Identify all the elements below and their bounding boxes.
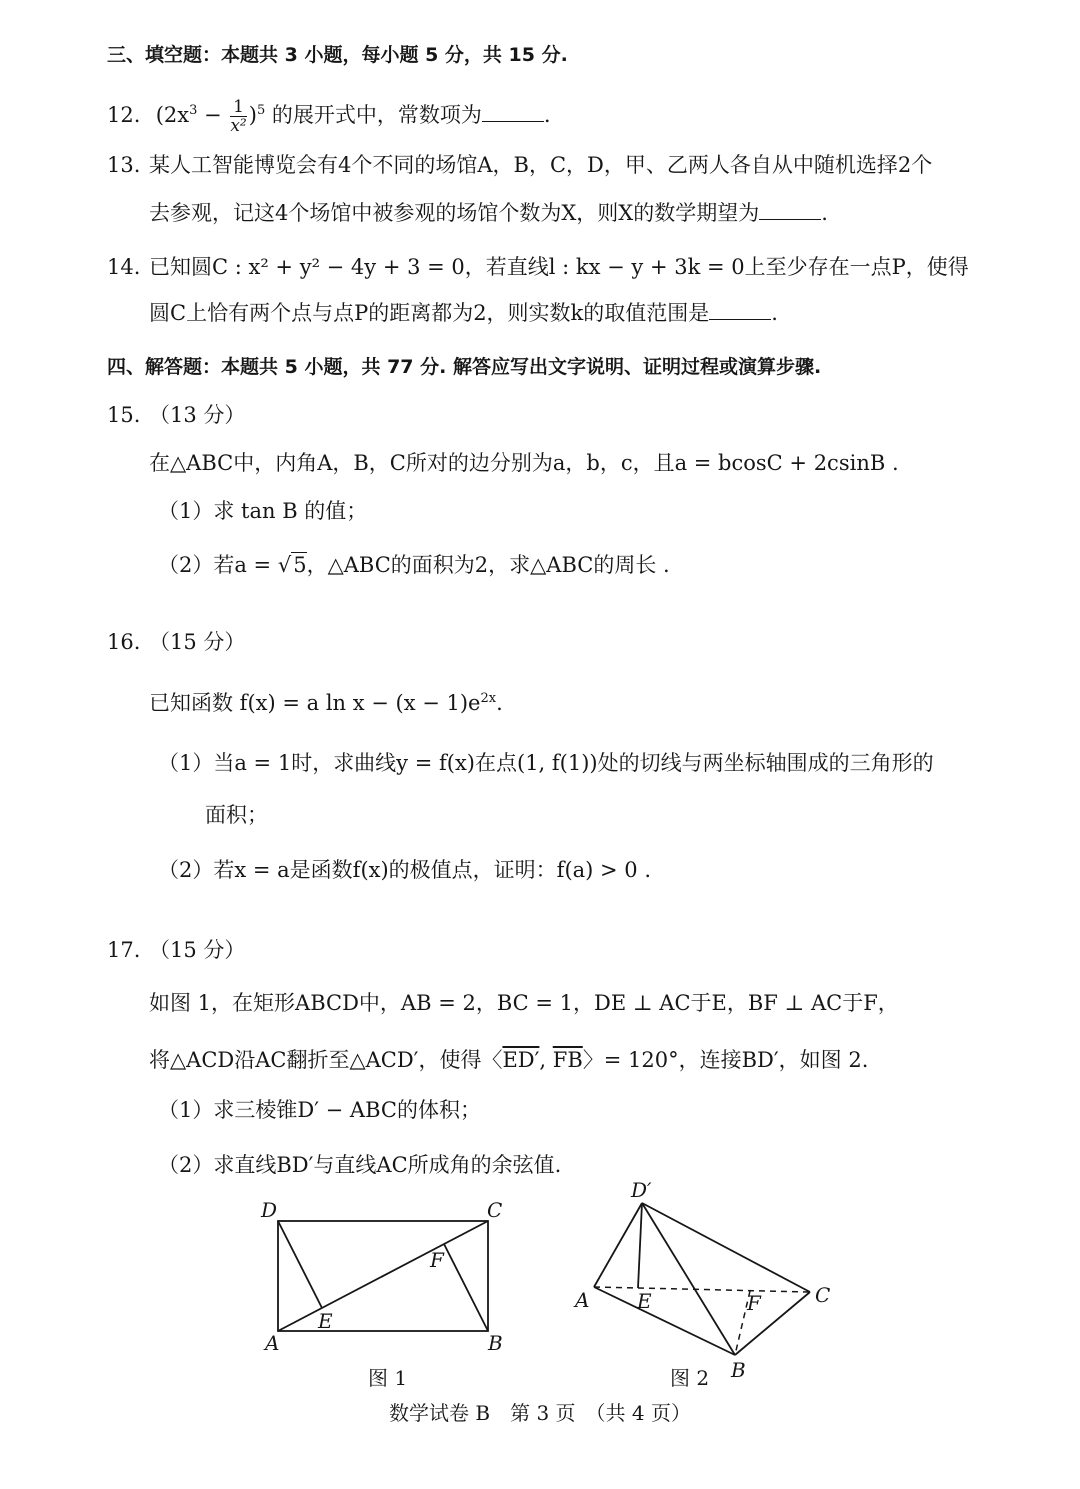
- q14-line-2-text: 圆C上恰有两个点与点P的距离都为2，则实数k的取值范围是: [149, 301, 710, 325]
- q16-part-1-line-1: （1）当a = 1时，求曲线y = f(x)在点(1, f(1))处的切线与两坐标轴围成的三角形的: [158, 751, 934, 775]
- fig1-label-a: A: [265, 1331, 280, 1355]
- q12-exp-5: 5: [256, 103, 266, 118]
- fig2-edge-ad: [594, 1203, 642, 1287]
- q12-minus: −: [197, 103, 229, 127]
- question-12-number: 12.: [107, 103, 141, 127]
- fig1-label-e: E: [318, 1309, 333, 1333]
- q17-part-2: （2）求直线BD′与直线AC所成角的余弦值.: [158, 1153, 562, 1177]
- q17-line-1: 如图 1，在矩形ABCD中，AB = 2，BC = 1，DE ⊥ AC于E，BF ⊥ AC于F，: [149, 991, 899, 1015]
- question-17-header: [107, 935, 245, 965]
- q17-part-1: （1）求三棱锥D′ − ABC的体积；: [158, 1098, 481, 1122]
- fig2-edge-dc: [642, 1203, 810, 1292]
- fig1-label-d: D: [261, 1198, 278, 1222]
- question-14-line-1: [107, 252, 969, 282]
- fig1-segment-bf: [444, 1244, 488, 1331]
- q15-part-1: （1）求 tan B 的值；: [158, 499, 368, 523]
- fig2-segment-de: [638, 1203, 642, 1288]
- fig1-diagonal-ac: [278, 1221, 488, 1331]
- q12-exp-3: 3: [189, 103, 198, 118]
- question-12: [107, 96, 551, 135]
- question-15-number: 15.: [107, 403, 141, 427]
- fig1-label-c: C: [487, 1198, 503, 1222]
- q12-frac-denominator: x²: [230, 116, 247, 136]
- fig2-label-a: A: [575, 1288, 590, 1312]
- q12-answer-blank[interactable]: [482, 103, 544, 122]
- q17-line-2: [149, 1045, 868, 1075]
- q15-part-2-b: ，△ABC的面积为2，求△ABC的周长 .: [306, 553, 670, 577]
- question-13-number: 13.: [107, 153, 141, 177]
- q17-score: （15 分）: [149, 938, 246, 962]
- fig1-label-b: B: [488, 1331, 503, 1355]
- q12-fraction: [230, 98, 246, 135]
- q17-line-2-a: 将△ACD沿AC翻折至△ACD′，使得〈: [149, 1048, 503, 1072]
- fig1-label-f: F: [430, 1248, 444, 1272]
- fig2-label-c: C: [815, 1283, 831, 1307]
- fig2-label-f: F: [747, 1291, 761, 1315]
- q15-part-2-a: （2）若a =: [158, 553, 278, 577]
- fig2-label-b: B: [731, 1358, 746, 1382]
- question-14-line-2: [149, 298, 778, 328]
- question-15-header: [107, 400, 245, 430]
- q14-answer-blank[interactable]: [709, 301, 771, 320]
- q12-text: 的展开式中，常数项为: [271, 103, 482, 127]
- q12-expr-open: (2x: [155, 103, 190, 127]
- figure-2-caption: 图 2: [670, 1366, 710, 1390]
- section-3-heading: 三、填空题：本题共 3 小题，每小题 5 分，共 15 分.: [107, 44, 568, 66]
- figure-2-tetrahedron: [565, 1175, 845, 1385]
- q17-vector-ed: ED′: [502, 1048, 540, 1072]
- section-4-heading: 四、解答题：本题共 5 小题，共 77 分. 解答应写出文字说明、证明过程或演算步骤.: [107, 356, 822, 378]
- q15-stem: 在△ABC中，内角A，B，C所对的边分别为a，b，c，且a = bcosC + 2csinB .: [149, 451, 899, 475]
- figure-1-caption: 图 1: [368, 1366, 408, 1390]
- question-16-number: 16.: [107, 630, 141, 654]
- q16-score: （15 分）: [149, 630, 246, 654]
- q17-vector-fb: $\overline{FB}$: [552, 1048, 583, 1072]
- question-13-line-2: [149, 198, 828, 228]
- q16-stem-exp: 2x: [480, 691, 497, 706]
- question-13-line-1: [107, 150, 932, 180]
- q13-end: .: [821, 201, 828, 225]
- fig2-edge-ac-dashed: [594, 1287, 810, 1292]
- q14-line-1-text: 已知圆C : x² + y² − 4y + 3 = 0，若直线l : kx − y + 3k = 0上至少存在一点P，使得: [149, 255, 969, 279]
- q13-line-2-text: 去参观，记这4个场馆中被参观的场馆个数为X，则X的数学期望为: [149, 201, 760, 225]
- q12-expr-close: ): [248, 103, 257, 127]
- question-14-number: 14.: [107, 255, 141, 279]
- question-17-number: 17.: [107, 938, 141, 962]
- page-footer: 数学试卷 B 第 3 页 （共 4 页）: [389, 1401, 691, 1425]
- q12-end: .: [543, 103, 551, 127]
- q15-score: （13 分）: [149, 403, 246, 427]
- q16-part-2: （2）若x = a是函数f(x)的极值点，证明：f(a) > 0 .: [158, 858, 652, 882]
- q15-sqrt-value: 5: [293, 553, 307, 577]
- q13-answer-blank[interactable]: [759, 201, 821, 220]
- q14-end: .: [771, 301, 778, 325]
- q12-frac-numerator: 1: [230, 98, 246, 117]
- q16-stem-a: 已知函数 f(x) = a ln x − (x − 1)e: [149, 691, 481, 715]
- figure-1-rectangle: [255, 1195, 525, 1355]
- question-16-header: [107, 627, 245, 657]
- q16-stem-b: .: [496, 691, 503, 715]
- fig1-segment-de: [278, 1221, 322, 1308]
- fig2-label-d-prime: D′: [631, 1178, 652, 1202]
- q13-line-1-text: 某人工智能博览会有4个不同的场馆A，B，C，D，甲、乙两人各自从中随机选择2个: [149, 153, 933, 177]
- q16-part-1-line-2: 面积；: [205, 803, 268, 827]
- q15-part-2: （2）若a = √5，△ABC的面积为2，求△ABC的周长 .: [158, 553, 670, 577]
- fig2-label-e: E: [637, 1289, 652, 1313]
- q17-vector-comma: ,: [539, 1048, 553, 1072]
- q17-line-2-b: 〉= 120°，连接BD′，如图 2.: [582, 1048, 869, 1072]
- q16-stem: [149, 684, 503, 718]
